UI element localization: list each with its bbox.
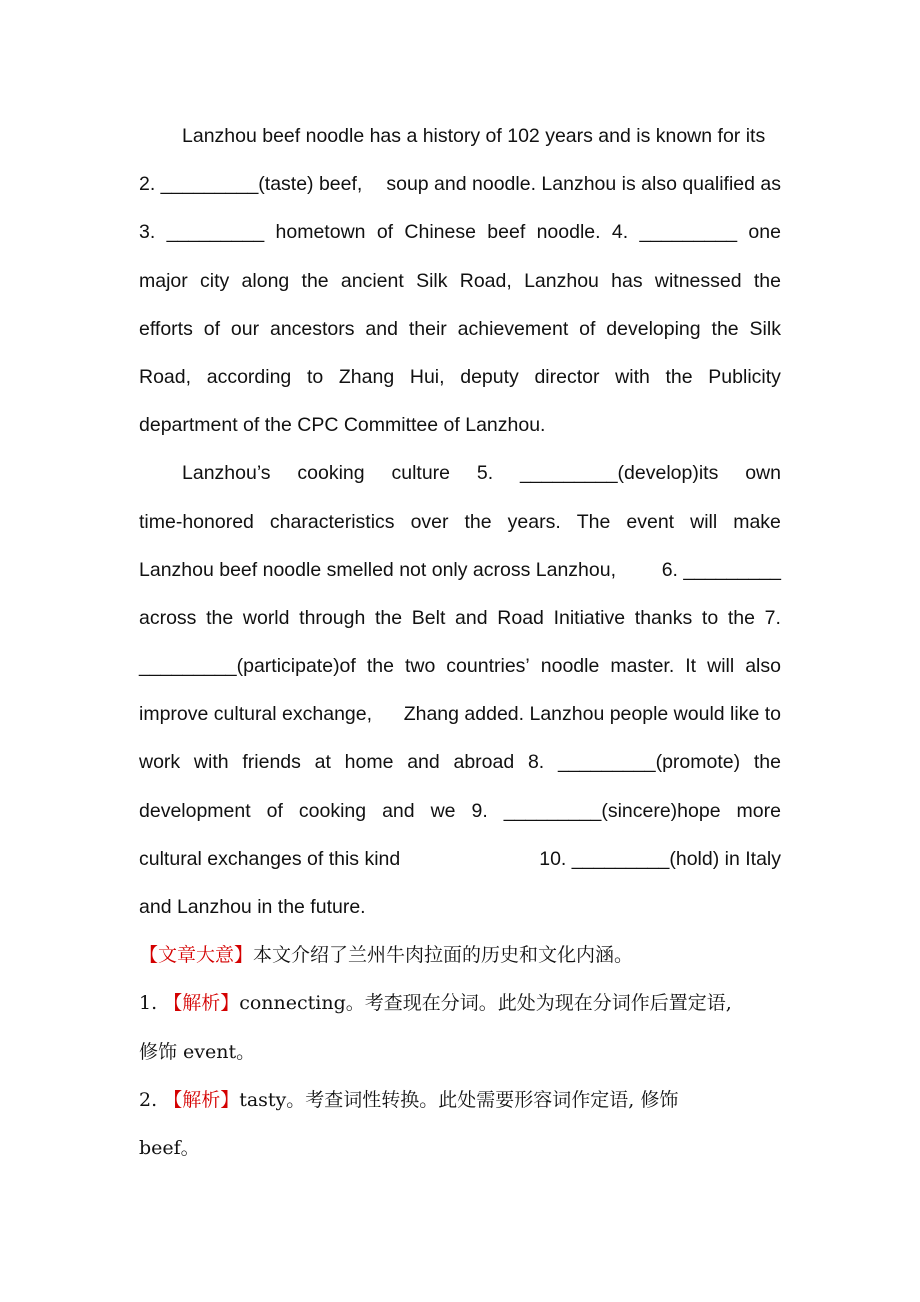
passage-segment: along: [241, 269, 290, 292]
passage-segment: make: [733, 510, 781, 533]
passage-segment: Zhang added. Lanzhou people would like to: [403, 703, 781, 726]
passage-segment: Hui,: [409, 365, 445, 388]
passage-segment: noodle: [540, 655, 600, 678]
passage-segment: Road,: [139, 365, 192, 388]
passage-segment: ancestors: [269, 317, 355, 340]
passage-line: [139, 353, 781, 401]
passage-line: [139, 690, 781, 738]
passage-segment: Silk: [749, 317, 781, 340]
passage-line: [139, 112, 781, 160]
passage-segment: countries’: [446, 655, 530, 678]
answer-text-cont: beef。: [139, 1136, 200, 1159]
passage-segment: the: [753, 269, 781, 292]
passage-line: [139, 160, 781, 208]
answer-label: 【解析】: [163, 992, 240, 1015]
passage-segment: will: [690, 510, 718, 533]
passage-segment: Lanzhou beef noodle has a history of 102 years and is known for its: [182, 125, 766, 147]
answer-text: tasty。考查词性转换。此处需要形容词作定语, 修饰: [239, 1088, 679, 1111]
passage-segment: event: [626, 510, 675, 533]
passage-line: [139, 401, 781, 449]
passage-segment: home: [344, 751, 394, 774]
passage-segment: world: [242, 606, 290, 629]
passage-segment: also: [745, 655, 781, 678]
passage-segment: of: [203, 317, 220, 340]
passage-segment: through: [299, 606, 366, 629]
document-page: [139, 112, 781, 1172]
answer-text: connecting。考查现在分词。此处为现在分词作后置定语,: [239, 992, 732, 1015]
passage-segment: we: [430, 799, 456, 822]
passage-segment: hometown: [275, 221, 366, 244]
passage-segment: our: [230, 317, 260, 340]
passage-segment: the: [374, 606, 403, 629]
answer-number: 1.: [139, 992, 158, 1015]
passage-segment: with: [193, 751, 229, 774]
passage-segment: city: [200, 269, 230, 292]
passage-segment: and Lanzhou in the future.: [139, 896, 366, 918]
passage-segment: to: [701, 606, 719, 629]
passage-segment: director: [534, 365, 600, 388]
passage-segment: friends: [242, 751, 301, 774]
passage-segment: and: [455, 606, 488, 629]
answer-1-line-2: [139, 1028, 781, 1076]
passage-segment: 10. _________(hold) in Italy: [539, 847, 781, 870]
passage-segment: more: [736, 799, 781, 822]
passage-segment: abroad: [453, 751, 515, 774]
passage-segment: one: [748, 221, 781, 244]
passage-segment: the: [711, 317, 739, 340]
passage-segment: noodle.: [536, 221, 601, 244]
passage-segment: witnessed: [654, 269, 742, 292]
passage-segment: _________: [639, 221, 738, 244]
passage-line: [139, 738, 781, 786]
passage-line: [139, 305, 781, 353]
passage-line: [139, 546, 781, 594]
passage-line: [139, 594, 781, 642]
passage-segment: two: [404, 655, 436, 678]
answer-2-line-2: [139, 1124, 781, 1172]
passage-segment: with: [615, 365, 650, 388]
passage-segment: 3.: [139, 221, 156, 244]
passage-segment: Chinese: [404, 221, 476, 244]
passage-segment: and: [365, 317, 398, 340]
passage-segment: Silk: [416, 269, 448, 292]
passage-segment: to: [306, 365, 324, 388]
passage: [139, 112, 781, 931]
answer-text-cont: 修饰 event。: [139, 1040, 256, 1063]
passage-segment: _________(participate)of: [139, 655, 356, 678]
passage-segment: will: [707, 655, 735, 678]
passage-segment: thanks: [634, 606, 693, 629]
passage-segment: the: [665, 365, 693, 388]
passage-line: [139, 642, 781, 690]
passage-segment: the: [366, 655, 394, 678]
passage-segment: 2. _________(taste) beef,: [139, 173, 363, 196]
passage-segment: major: [139, 269, 188, 292]
passage-segment: Road,: [459, 269, 512, 292]
passage-segment: at: [314, 751, 331, 774]
passage-segment: improve cultural exchange,: [139, 703, 373, 726]
passage-line: [139, 787, 781, 835]
passage-segment: 4.: [611, 221, 629, 244]
passage-segment: own: [745, 462, 781, 485]
passage-segment: _________: [166, 221, 265, 244]
passage-segment: developing: [606, 317, 701, 340]
passage-segment: soup and noodle. Lanzhou is also qualified as: [386, 173, 781, 196]
passage-segment: development: [139, 799, 251, 822]
answer-label: 【解析】: [163, 1088, 240, 1111]
passage-segment: Zhang: [338, 365, 395, 388]
passage-segment: has: [611, 269, 643, 292]
passage-segment: the: [753, 751, 781, 774]
passage-line: [139, 208, 781, 256]
answer-2-line-1: [139, 1076, 781, 1124]
passage-segment: beef: [487, 221, 526, 244]
passage-segment: their: [408, 317, 447, 340]
summary-line: [139, 931, 781, 979]
passage-line: [139, 449, 781, 497]
passage-segment: 5.: [476, 462, 494, 485]
passage-segment: Road: [497, 606, 544, 629]
passage-segment: of: [376, 221, 394, 244]
passage-segment: over: [410, 510, 449, 533]
passage-segment: deputy: [460, 365, 519, 388]
passage-segment: _________(sincere)hope: [503, 799, 721, 822]
answer-number: 2.: [139, 1088, 158, 1111]
passage-segment: department of the CPC Committee of Lanzhou.: [139, 414, 546, 437]
summary-text: 本文介绍了兰州牛肉拉面的历史和文化内涵。: [253, 944, 634, 967]
passage-segment: master.: [610, 655, 675, 678]
passage-segment: work: [139, 751, 181, 774]
passage-line: [139, 835, 781, 883]
passage-segment: 7.: [764, 606, 781, 629]
passage-segment: and: [407, 751, 440, 774]
passage-segment: cultural exchanges of this kind: [139, 847, 401, 870]
passage-segment: the: [464, 510, 492, 533]
passage-segment: time-honored: [139, 510, 254, 533]
passage-segment: and: [382, 799, 415, 822]
passage-segment: It: [685, 655, 697, 678]
summary-label: 【文章大意】: [139, 944, 254, 967]
passage-segment: Initiative: [553, 606, 626, 629]
passage-segment: ancient: [340, 269, 404, 292]
passage-segment: characteristics: [269, 510, 395, 533]
passage-line: [139, 257, 781, 305]
passage-segment: Lanzhou’s: [182, 462, 271, 485]
passage-segment: _________(develop)its: [519, 462, 719, 485]
passage-segment: Publicity: [708, 365, 781, 388]
passage-segment: the: [301, 269, 329, 292]
passage-segment: The: [576, 510, 611, 533]
passage-segment: Belt: [411, 606, 446, 629]
passage-segment: _________(promote): [557, 751, 741, 774]
passage-segment: 9.: [471, 799, 488, 822]
passage-segment: cooking: [297, 462, 365, 485]
passage-segment: years.: [507, 510, 561, 533]
passage-line: [139, 883, 781, 931]
passage-segment: 6. _________: [661, 558, 781, 581]
passage-segment: 8.: [527, 751, 545, 774]
passage-segment: Lanzhou beef noodle smelled not only across Lanzhou,: [139, 558, 616, 581]
passage-segment: of: [266, 799, 283, 822]
passage-segment: cooking: [298, 799, 367, 822]
passage-segment: across: [139, 606, 197, 629]
passage-segment: according: [206, 365, 292, 388]
passage-segment: Lanzhou: [524, 269, 599, 292]
passage-segment: the: [727, 606, 755, 629]
passage-segment: the: [206, 606, 234, 629]
passage-segment: achievement: [457, 317, 569, 340]
passage-segment: efforts: [139, 317, 193, 340]
passage-segment: of: [579, 317, 596, 340]
answer-1-line-1: [139, 979, 781, 1027]
passage-line: [139, 498, 781, 546]
passage-segment: culture: [391, 462, 450, 485]
